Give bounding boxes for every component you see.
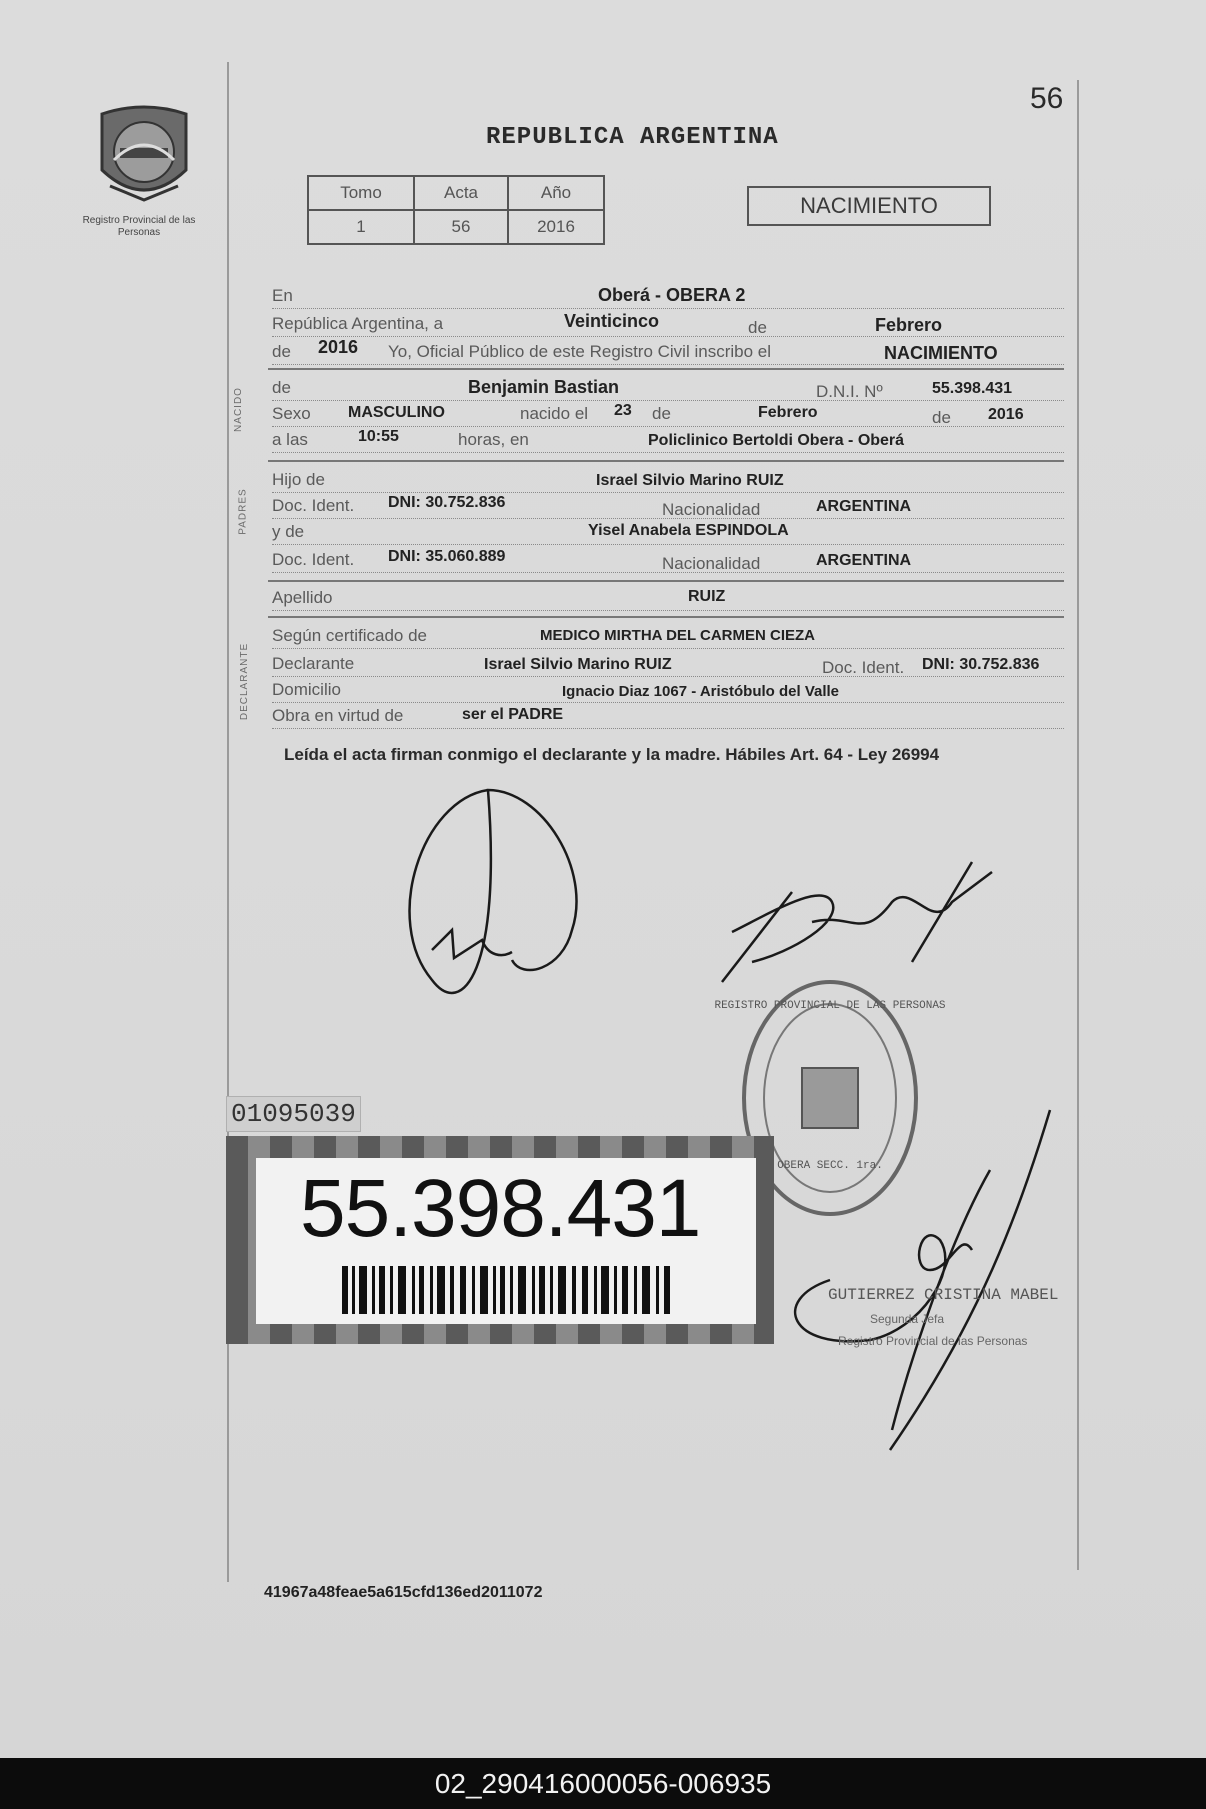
value-sexo: MASCULINO xyxy=(348,404,445,421)
barcode-icon xyxy=(342,1266,672,1314)
value-apellido: RUIZ xyxy=(688,588,726,605)
label-a-las: a las xyxy=(272,430,308,449)
value-madre-nac: ARGENTINA xyxy=(816,552,912,569)
label-doc-ident-declarante: Doc. Ident. xyxy=(822,658,905,677)
value-anio-nac: 2016 xyxy=(988,406,1024,423)
label-horas-en: horas, en xyxy=(458,430,529,449)
value-lugar: Policlinico Bertoldi Obera - Oberá xyxy=(648,432,905,449)
label-de-anio-nac: de xyxy=(932,408,951,427)
value-anio: 2016 xyxy=(318,337,359,357)
separator xyxy=(268,580,1064,582)
label-dni: D.N.I. Nº xyxy=(816,382,883,401)
row-madre-doc xyxy=(272,548,1064,573)
label-declarante: Declarante xyxy=(272,654,355,673)
row-republica xyxy=(272,312,1064,337)
value-madre-doc: DNI: 35.060.889 xyxy=(388,548,506,565)
label-de-mes: de xyxy=(748,318,767,337)
value-hora: 10:55 xyxy=(358,428,399,445)
value-nombre: Benjamin Bastian xyxy=(468,377,620,397)
footer-id-bar: 02_290416000056-006935 xyxy=(0,1758,1206,1809)
label-doc-ident-padre: Doc. Ident. xyxy=(272,496,355,515)
page-number: 56 xyxy=(1030,82,1064,115)
row-padre-doc xyxy=(272,494,1064,519)
value-mes-nac: Febrero xyxy=(758,404,818,421)
label-oficial: Yo, Oficial Público de este Registro Civil inscribo el xyxy=(388,342,771,361)
table-header-anio: Año xyxy=(508,176,604,210)
document-title: REPUBLICA ARGENTINA xyxy=(486,124,779,151)
record-type-box: NACIMIENTO xyxy=(747,186,991,226)
row-certificado xyxy=(272,624,1064,649)
closing-note: Leída el acta firman conmigo el declarante y la madre. Hábiles Art. 64 - Ley 26994 xyxy=(284,745,940,764)
separator xyxy=(268,368,1064,370)
value-padre-doc: DNI: 30.752.836 xyxy=(388,494,506,511)
oficial-signature xyxy=(712,842,1012,992)
value-domicilio: Ignacio Diaz 1067 - Aristóbulo del Valle xyxy=(562,683,840,700)
table-value-anio: 2016 xyxy=(508,210,604,244)
row-declarante xyxy=(272,652,1064,677)
right-margin-line xyxy=(1077,80,1079,1570)
value-obra: ser el PADRE xyxy=(462,706,564,723)
section-label-nacido: NACIDO xyxy=(232,387,244,432)
separator xyxy=(268,460,1064,462)
value-padre-nac: ARGENTINA xyxy=(816,498,912,515)
value-declarante-doc: DNI: 30.752.836 xyxy=(922,656,1040,673)
label-de-mes-nac: de xyxy=(652,404,671,423)
separator xyxy=(268,616,1064,618)
jefa-signature xyxy=(800,1100,1060,1460)
registry-caption: Registro Provincial de las Personas xyxy=(82,215,196,238)
row-obra xyxy=(272,704,1064,729)
sticker-serial: 01095039 xyxy=(226,1096,361,1132)
official-name: GUTIERREZ CRISTINA MABEL xyxy=(828,1286,1059,1304)
value-declarante: Israel Silvio Marino RUIZ xyxy=(484,656,672,673)
label-en: En xyxy=(272,286,293,305)
row-nacido-nombre xyxy=(272,376,1064,401)
value-madre: Yisel Anabela ESPINDOLA xyxy=(588,522,789,539)
label-y-de: y de xyxy=(272,522,305,541)
table-header-tomo: Tomo xyxy=(308,176,414,210)
table-value-acta: 56 xyxy=(414,210,508,244)
sticker-dni-number: 55.398.431 xyxy=(300,1163,701,1254)
label-sexo: Sexo xyxy=(272,404,311,423)
label-nacionalidad-madre: Nacionalidad xyxy=(662,554,761,573)
label-domicilio: Domicilio xyxy=(272,680,341,699)
label-republica: República Argentina, a xyxy=(272,314,444,333)
label-doc-ident-madre: Doc. Ident. xyxy=(272,550,355,569)
row-apellido xyxy=(272,586,1064,611)
label-apellido: Apellido xyxy=(272,588,333,607)
table-header-acta: Acta xyxy=(414,176,508,210)
value-mes: Febrero xyxy=(875,315,943,335)
label-nacido-el: nacido el xyxy=(520,404,589,423)
label-certificado: Según certificado de xyxy=(272,626,427,645)
row-y-de xyxy=(272,520,1064,545)
row-hora-lugar xyxy=(272,428,1064,453)
label-de-anio: de xyxy=(272,342,291,361)
label-obra: Obra en virtud de xyxy=(272,706,404,725)
table-value-tomo: 1 xyxy=(308,210,414,244)
row-hijo-de xyxy=(272,468,1064,493)
provincial-registry-emblem xyxy=(90,100,198,210)
official-office: Registro Provincial de las Personas xyxy=(838,1334,1028,1348)
tomo-acta-anio-table xyxy=(307,175,605,245)
official-role: Segunda Jefa xyxy=(870,1312,945,1326)
value-inscribo: NACIMIENTO xyxy=(884,343,998,363)
value-dia: Veinticinco xyxy=(564,311,660,331)
declarante-signature xyxy=(392,780,592,1010)
value-dni: 55.398.431 xyxy=(932,380,1013,397)
value-dia-nac: 23 xyxy=(614,402,632,419)
document-hash: 41967a48feae5a615cfd136ed2011072 xyxy=(264,1584,543,1601)
stamp-bottom-text: OBERA SECC. 1ra. xyxy=(777,1160,883,1172)
row-anio-oficial xyxy=(272,337,1064,365)
label-nacionalidad-padre: Nacionalidad xyxy=(662,500,761,519)
section-label-padres: PADRES xyxy=(237,488,249,535)
value-certificado: MEDICO MIRTHA DEL CARMEN CIEZA xyxy=(540,627,815,644)
section-label-declarante: DECLARANTE xyxy=(239,642,251,721)
value-padre: Israel Silvio Marino RUIZ xyxy=(596,472,784,489)
label-de-nombre: de xyxy=(272,378,291,397)
row-domicilio xyxy=(272,678,1064,703)
label-hijo-de: Hijo de xyxy=(272,470,325,489)
left-margin-line xyxy=(227,62,229,1582)
row-sexo xyxy=(272,402,1064,427)
value-en: Oberá - OBERA 2 xyxy=(598,285,746,305)
row-en xyxy=(272,284,1064,309)
stamp-text: REGISTRO PROVINCIAL DE LAS PERSONAS xyxy=(714,1000,946,1012)
